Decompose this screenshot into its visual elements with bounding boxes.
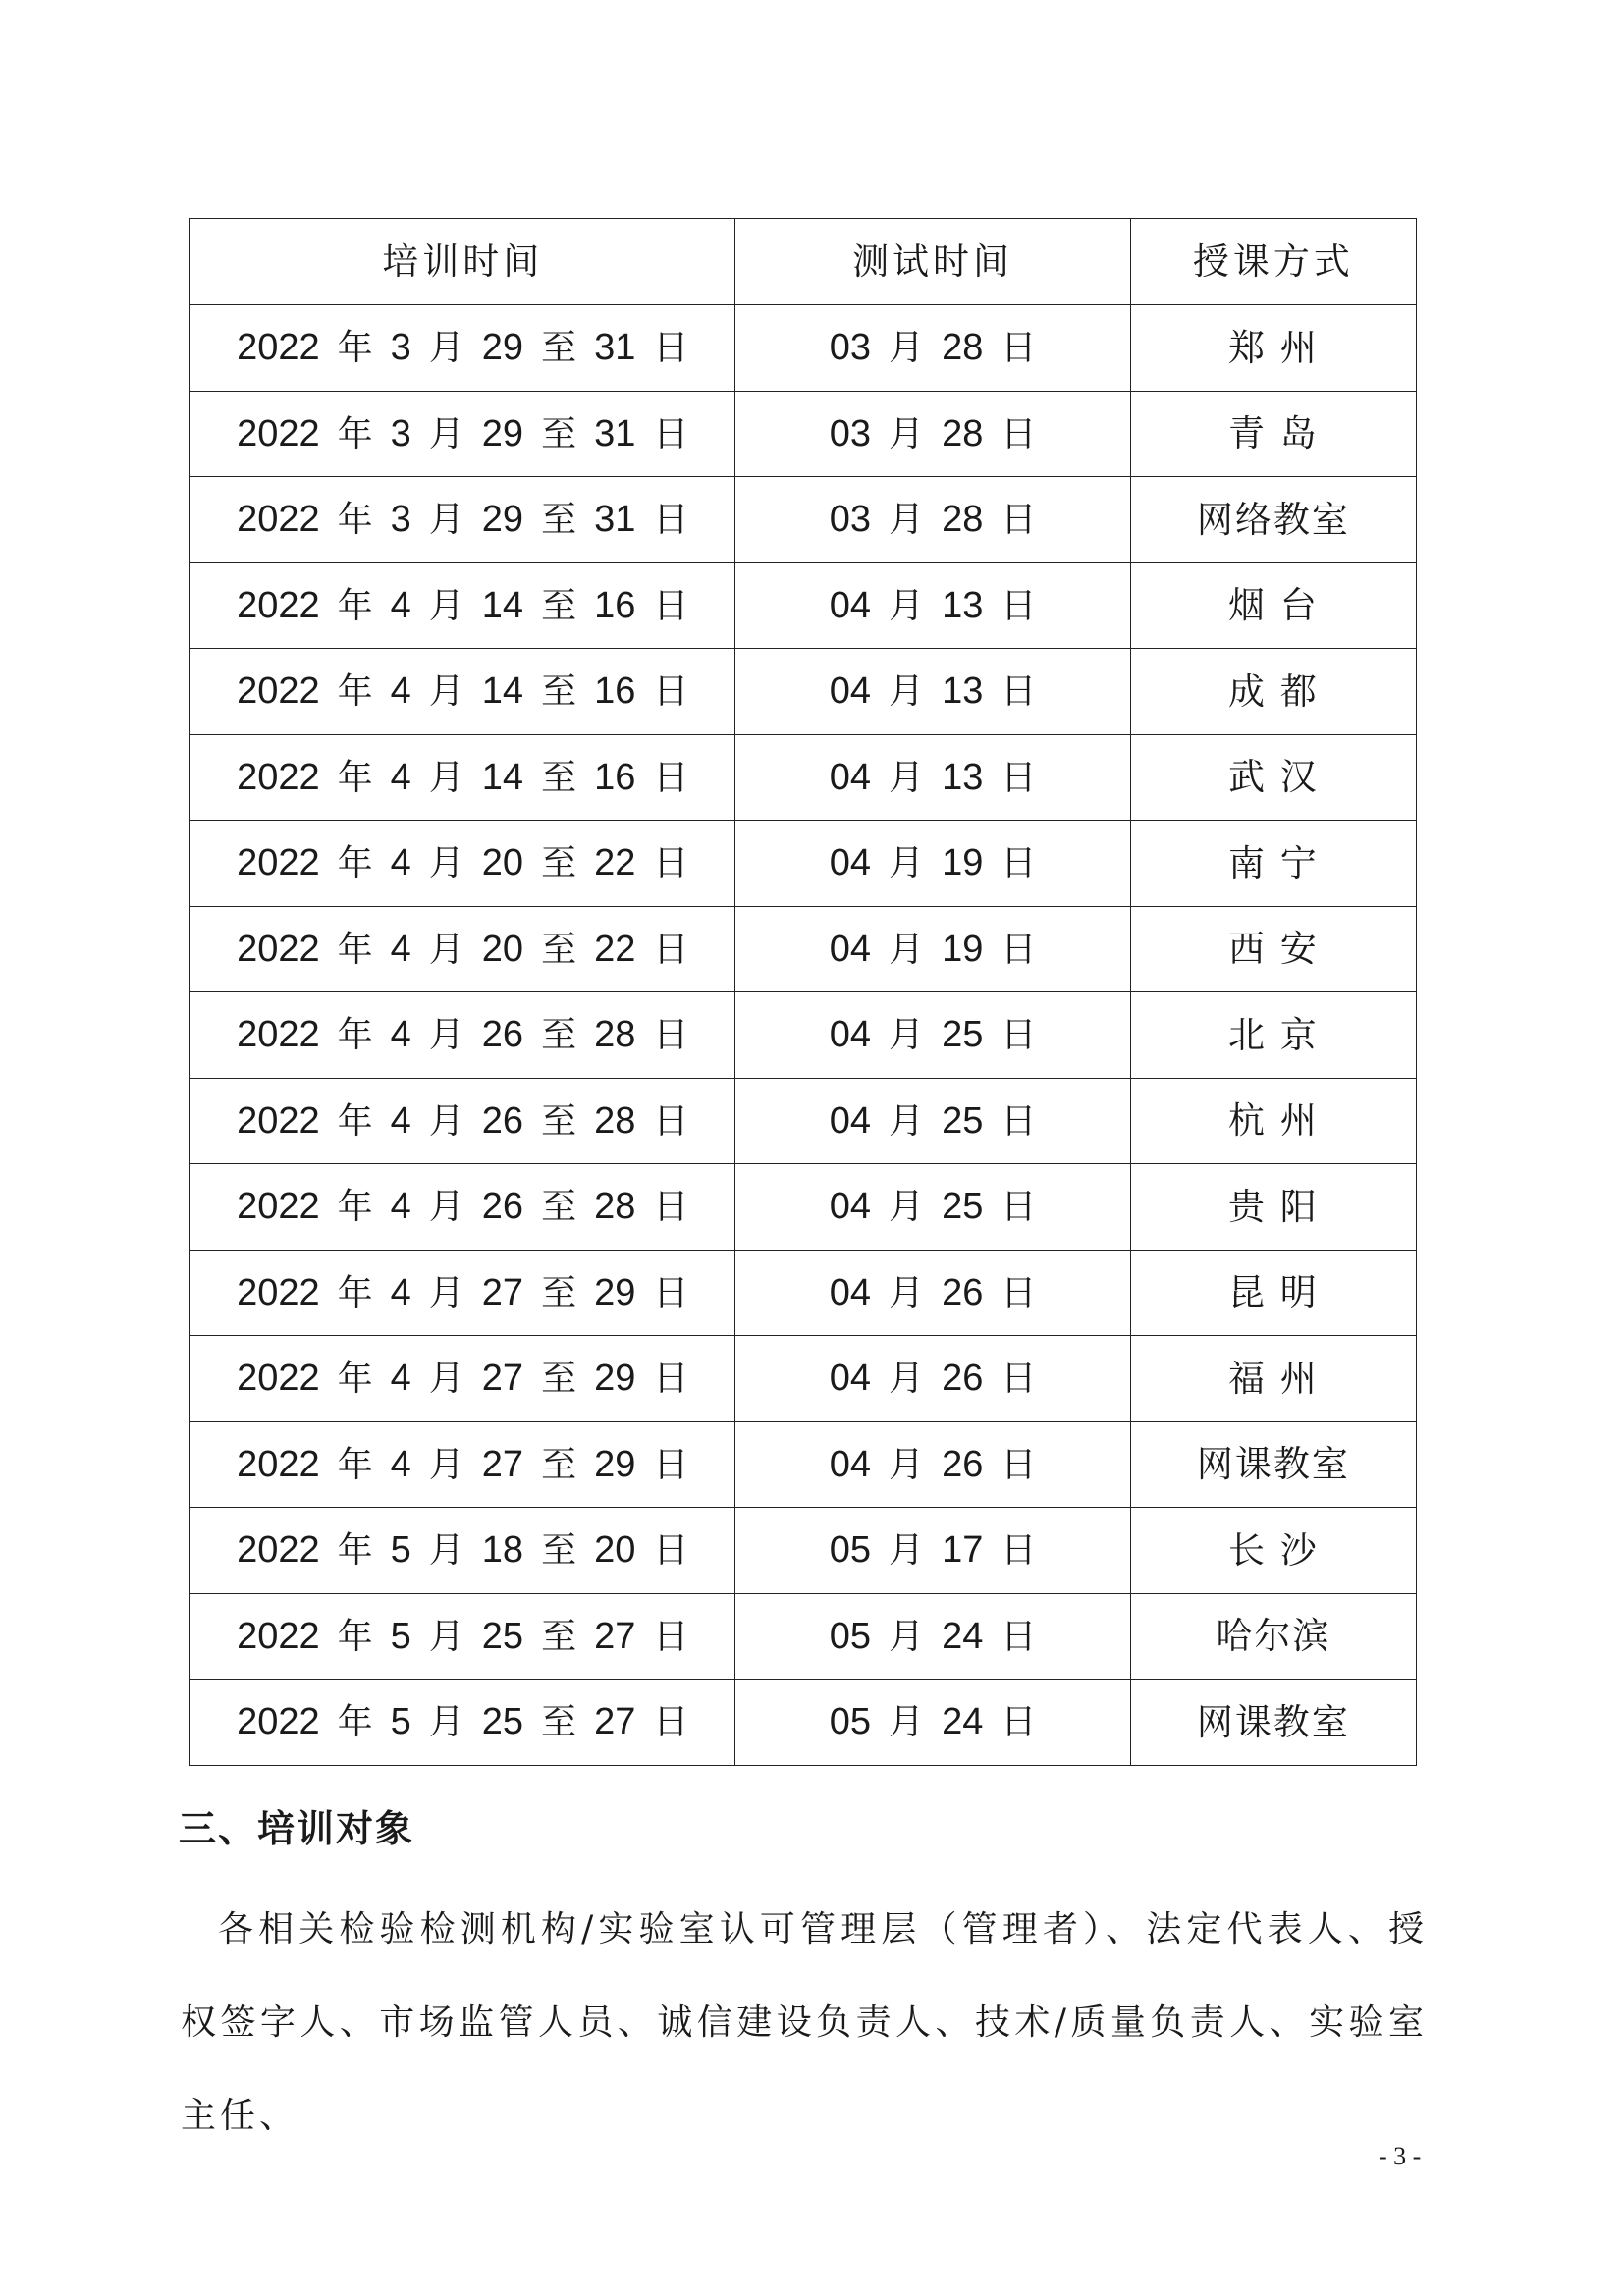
cell-test-time: 04 月 26 日	[735, 1421, 1130, 1508]
cell-test-time: 04 月 25 日	[735, 1164, 1130, 1251]
cell-teaching-mode: 贵 阳	[1130, 1164, 1416, 1251]
cell-training-time: 2022 年 4 月 14 至 16 日	[190, 562, 735, 649]
cell-training-time: 2022 年 4 月 27 至 29 日	[190, 1336, 735, 1422]
header-training-time: 培训时间	[190, 219, 735, 305]
table-row	[190, 1078, 1417, 1164]
cell-test-time: 05 月 24 日	[735, 1680, 1130, 1766]
cell-test-time: 05 月 24 日	[735, 1593, 1130, 1680]
cell-test-time: 04 月 13 日	[735, 562, 1130, 649]
cell-test-time: 03 月 28 日	[735, 391, 1130, 477]
section-paragraph: 各相关检验检测机构/实验室认可管理层（管理者）、法定代表人、授权签字人、市场监管人员、诚信建设负责人、技术/质量负责人、实验室主任、	[181, 1909, 1428, 2136]
cell-teaching-mode: 长 沙	[1130, 1508, 1416, 1594]
table-row	[190, 734, 1417, 821]
table-row	[190, 305, 1417, 392]
cell-teaching-mode: 网课教室	[1130, 1680, 1416, 1766]
cell-teaching-mode: 武 汉	[1130, 734, 1416, 821]
cell-training-time: 2022 年 3 月 29 至 31 日	[190, 305, 735, 392]
header-teaching-mode: 授课方式	[1130, 219, 1416, 305]
table-row	[190, 1164, 1417, 1251]
cell-teaching-mode: 网络教室	[1130, 477, 1416, 563]
table-row	[190, 391, 1417, 477]
table-row	[190, 1680, 1417, 1766]
table-header-row	[190, 219, 1417, 305]
cell-teaching-mode: 网课教室	[1130, 1421, 1416, 1508]
table-row	[190, 1593, 1417, 1680]
table-row	[190, 649, 1417, 735]
cell-training-time: 2022 年 4 月 20 至 22 日	[190, 821, 735, 907]
cell-training-time: 2022 年 4 月 14 至 16 日	[190, 649, 735, 735]
cell-teaching-mode: 郑 州	[1130, 305, 1416, 392]
cell-teaching-mode: 福 州	[1130, 1336, 1416, 1422]
table-row	[190, 562, 1417, 649]
cell-teaching-mode: 南 宁	[1130, 821, 1416, 907]
table-row	[190, 821, 1417, 907]
cell-test-time: 04 月 13 日	[735, 734, 1130, 821]
cell-training-time: 2022 年 5 月 25 至 27 日	[190, 1593, 735, 1680]
cell-training-time: 2022 年 4 月 26 至 28 日	[190, 992, 735, 1079]
cell-test-time: 04 月 25 日	[735, 1078, 1130, 1164]
cell-test-time: 04 月 26 日	[735, 1250, 1130, 1336]
cell-test-time: 03 月 28 日	[735, 477, 1130, 563]
table-row	[190, 477, 1417, 563]
table-row	[190, 906, 1417, 992]
cell-training-time: 2022 年 4 月 14 至 16 日	[190, 734, 735, 821]
cell-teaching-mode: 北 京	[1130, 992, 1416, 1079]
cell-teaching-mode: 西 安	[1130, 906, 1416, 992]
cell-training-time: 2022 年 4 月 26 至 28 日	[190, 1078, 735, 1164]
cell-teaching-mode: 哈尔滨	[1130, 1593, 1416, 1680]
table-row	[190, 992, 1417, 1079]
table-body	[190, 305, 1417, 1766]
header-test-time: 测试时间	[735, 219, 1130, 305]
cell-test-time: 04 月 19 日	[735, 821, 1130, 907]
cell-training-time: 2022 年 5 月 25 至 27 日	[190, 1680, 735, 1766]
table-row	[190, 1508, 1417, 1594]
cell-test-time: 04 月 19 日	[735, 906, 1130, 992]
cell-training-time: 2022 年 4 月 27 至 29 日	[190, 1250, 735, 1336]
table-row	[190, 1421, 1417, 1508]
cell-test-time: 04 月 13 日	[735, 649, 1130, 735]
table-row	[190, 1250, 1417, 1336]
cell-test-time: 04 月 26 日	[735, 1336, 1130, 1422]
training-schedule-table	[189, 218, 1417, 1766]
cell-training-time: 2022 年 3 月 29 至 31 日	[190, 391, 735, 477]
table-header	[190, 219, 1417, 305]
cell-teaching-mode: 昆 明	[1130, 1250, 1416, 1336]
cell-teaching-mode: 烟 台	[1130, 562, 1416, 649]
cell-test-time: 05 月 17 日	[735, 1508, 1130, 1594]
cell-test-time: 03 月 28 日	[735, 305, 1130, 392]
cell-training-time: 2022 年 5 月 18 至 20 日	[190, 1508, 735, 1594]
cell-training-time: 2022 年 4 月 26 至 28 日	[190, 1164, 735, 1251]
section-heading: 三、培训对象	[179, 1807, 415, 1850]
cell-training-time: 2022 年 3 月 29 至 31 日	[190, 477, 735, 563]
cell-teaching-mode: 成 都	[1130, 649, 1416, 735]
cell-training-time: 2022 年 4 月 27 至 29 日	[190, 1421, 735, 1508]
cell-teaching-mode: 青 岛	[1130, 391, 1416, 477]
cell-training-time: 2022 年 4 月 20 至 22 日	[190, 906, 735, 992]
cell-teaching-mode: 杭 州	[1130, 1078, 1416, 1164]
cell-test-time: 04 月 25 日	[735, 992, 1130, 1079]
table-row	[190, 1336, 1417, 1422]
page-number: - 3 -	[1379, 2142, 1422, 2170]
